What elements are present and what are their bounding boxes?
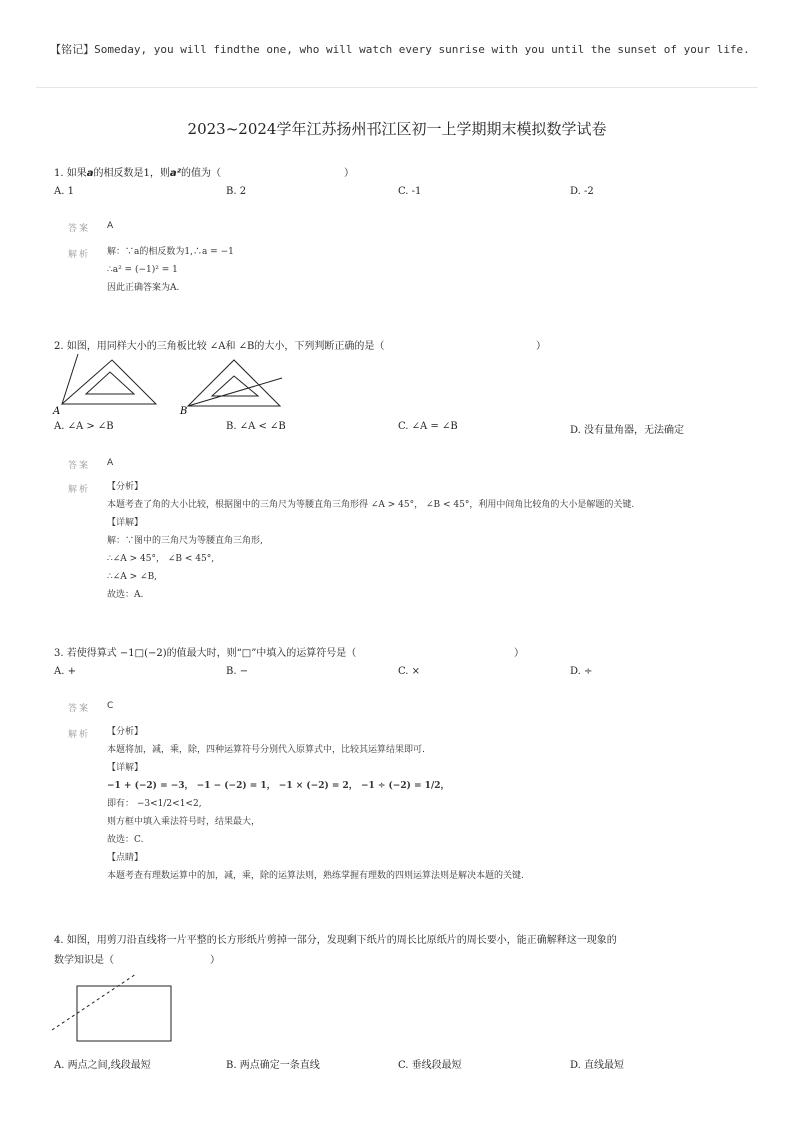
q2-stem-close: ）	[536, 341, 546, 352]
q3-line-2: 本题将加，减，乘，除，四种运算符号分别代入原算式中，比较其运算结果即可.	[107, 745, 425, 755]
q1-stem-close: ）	[344, 168, 354, 179]
question-1-stem	[54, 164, 221, 179]
q2-line-4: 解：∵图中的三角尺为等腰直角三角形,	[107, 536, 263, 546]
q3-answer-label: 答案	[68, 704, 91, 714]
question-4-stem-line-1: 4. 如图，用剪刀沿直线将一片平整的长方形纸片剪掉一部分，发现剩下纸片的周长比原纸片的周长要小，能正确解释这一现象的	[54, 935, 617, 946]
q1-answer-value: A	[107, 221, 114, 231]
q3-line-7: 故选：C.	[107, 835, 144, 845]
q1-line-1: 解：∵a的相反数为1,∴a = −1	[107, 247, 234, 257]
header-divider	[36, 87, 758, 88]
q3-line-6: 则方框中填入乘法符号时，结果最大，	[107, 817, 261, 827]
q1-option-d[interactable]: D. -2	[570, 186, 594, 197]
q4-option-c[interactable]: C. 垂线段最短	[398, 1060, 462, 1071]
q1-line-2: ∴a² = (−1)² = 1	[107, 265, 178, 275]
q4-rectangle	[77, 986, 171, 1041]
q3-analysis	[107, 723, 524, 885]
q4-option-d[interactable]: D. 直线最短	[570, 1060, 625, 1071]
q1-option-a[interactable]: A. 1	[54, 186, 74, 197]
q1-math-a2: a²	[169, 168, 181, 179]
q4-cut-line	[52, 974, 136, 1030]
q1-stem-mid: 的相反数是1，则	[93, 168, 170, 179]
q2-answer-value: A	[107, 458, 114, 468]
q4-stem-close: ）	[210, 955, 220, 966]
q2-line-2: 本题考查了角的大小比较，根据图中的三角尺为等腰直角三角形得 ∠A > 45°， ∠B < 45°，利用中间角比较角的大小是解题的关键.	[107, 500, 635, 510]
q3-option-b[interactable]: B. −	[226, 666, 249, 677]
q2-label-b: B	[180, 406, 188, 417]
q1-option-c[interactable]: C. -1	[398, 186, 422, 197]
q4-option-a[interactable]: A. 两点之间,线段最短	[54, 1060, 151, 1071]
q2-option-b[interactable]: B. ∠A < ∠B	[226, 421, 286, 432]
q4-figure	[50, 972, 180, 1042]
q1-analysis	[107, 243, 234, 297]
q1-analysis-label: 解析	[68, 250, 91, 260]
q4-option-b[interactable]: B. 两点确定一条直线	[226, 1060, 320, 1071]
q3-stem-close: ）	[514, 648, 524, 659]
q2-figure	[50, 350, 290, 420]
q2-label-a: A	[53, 406, 61, 417]
q3-line-1: 【分析】	[107, 727, 144, 737]
q1-option-b[interactable]: B. 2	[226, 186, 247, 197]
q1-line-3: 因此正确答案为A.	[107, 283, 180, 293]
header-motto: 【铭记】Someday, you will findthe one, who will watch every sunrise with you until the sunset of your life.	[50, 43, 750, 56]
q3-option-a[interactable]: A. +	[54, 666, 76, 677]
q3-line-8: 【点睛】	[107, 853, 144, 863]
question-4-stem-line-2: 数学知识是（	[54, 955, 114, 966]
q3-line-5: 即有： −3<1/2<1<2,	[107, 799, 202, 809]
q2-line-7: 故选：A.	[107, 590, 144, 600]
q1-answer-label: 答案	[68, 224, 91, 234]
q2-line-6: ∴∠A > ∠B,	[107, 572, 158, 582]
q2-line-5: ∴∠A > 45°， ∠B < 45°,	[107, 554, 215, 564]
question-2-stem: 2. 如图，用同样大小的三角板比较 ∠A和 ∠B的大小，下列判断正确的是（	[54, 341, 385, 352]
q3-line-4: −1 + (−2) = −3， −1 − (−2) = 1， −1 × (−2) = 2， −1 ÷ (−2) = 1/2，	[107, 781, 450, 791]
q3-line-3: 【详解】	[107, 763, 144, 773]
q3-option-d[interactable]: D. ÷	[570, 666, 593, 677]
q3-analysis-label: 解析	[68, 730, 91, 740]
q2-analysis-label: 解析	[68, 485, 91, 495]
q3-option-c[interactable]: C. ×	[398, 666, 421, 677]
q1-stem-post: 的值为（	[181, 168, 221, 179]
q2-option-c[interactable]: C. ∠A = ∠B	[398, 421, 458, 432]
q1-stem-pre: 1. 如果	[54, 168, 87, 179]
q2-line-1: 【分析】	[107, 482, 144, 492]
q2-triangle-b-inner	[212, 376, 258, 396]
q2-answer-label: 答案	[68, 461, 91, 471]
q2-line-3: 【详解】	[107, 518, 144, 528]
question-3-stem: 3. 若使得算式 −1□(−2)的值最大时，则“□”中填入的运算符号是（	[54, 648, 357, 659]
page-title: 2023~2024学年江苏扬州邗江区初一上学期期末模拟数学试卷	[187, 120, 607, 138]
q2-option-a[interactable]: A. ∠A > ∠B	[54, 421, 114, 432]
q2-option-d[interactable]: D. 没有量角器，无法确定	[570, 425, 685, 436]
q2-analysis	[107, 478, 634, 604]
q3-line-9: 本题考查有理数运算中的加，减，乘，除的运算法则，熟练掌握有理数的四则运算法则是解决本题的关键.	[107, 871, 524, 881]
q1-math-a: a	[86, 168, 94, 179]
q3-answer-value: C	[107, 701, 114, 711]
q2-triangle-a-outer	[62, 360, 156, 404]
